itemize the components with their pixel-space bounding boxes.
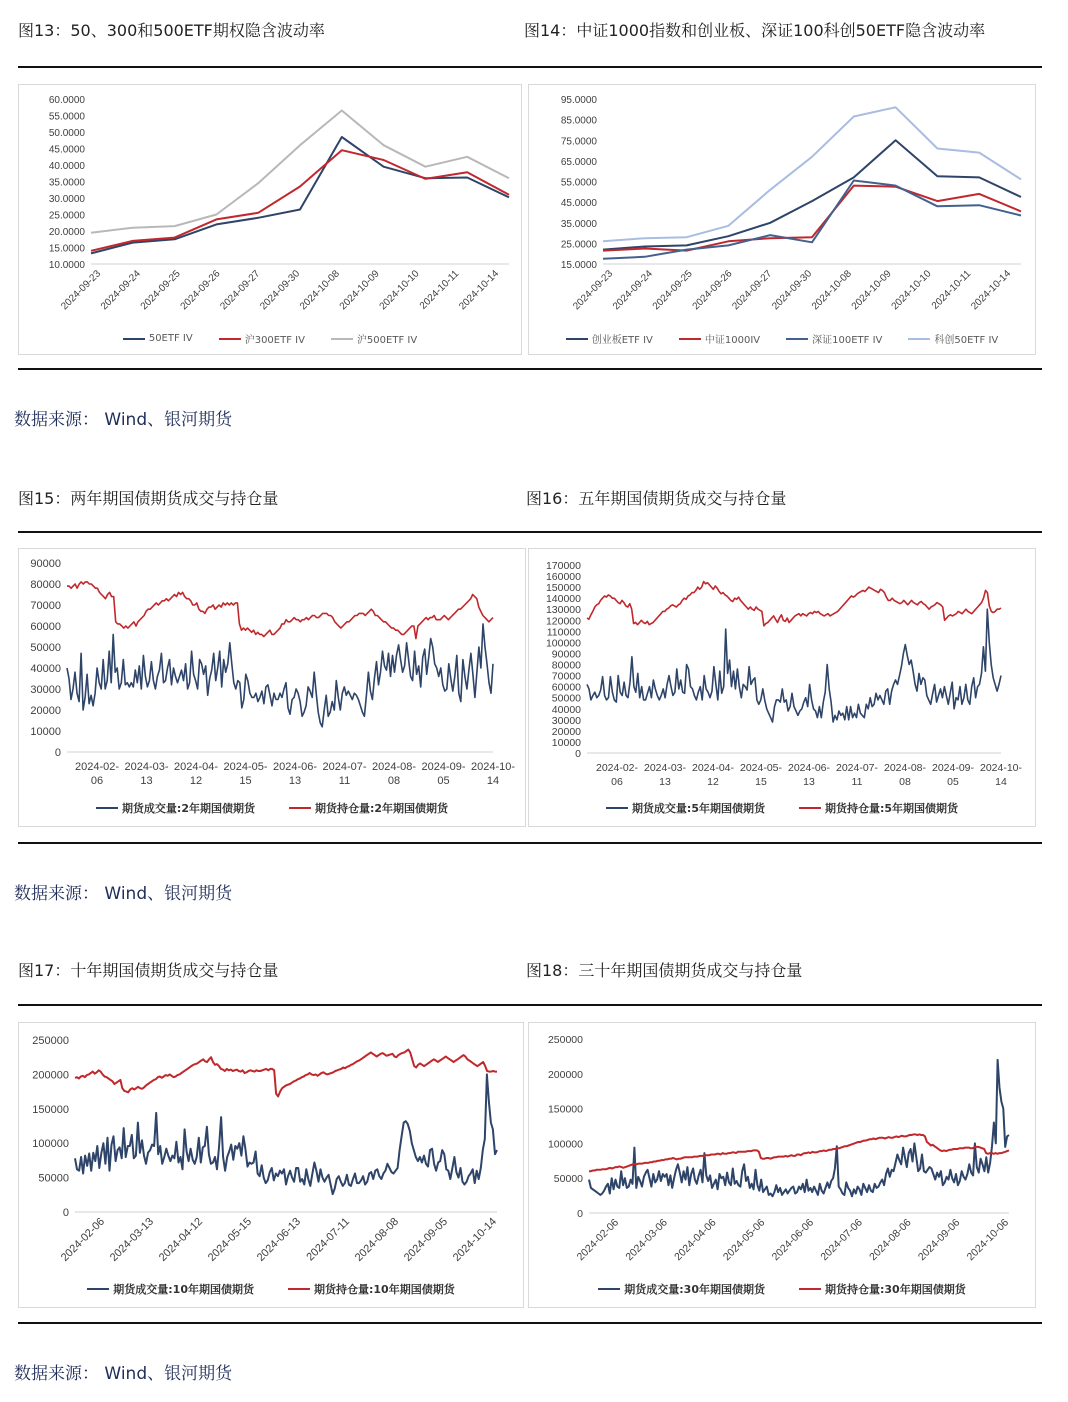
legend-item: [799, 1281, 966, 1297]
chart-svg-fig16: [529, 549, 1037, 828]
x-tick-label: 2024-09-30: [258, 268, 303, 313]
legend-swatch: [908, 338, 930, 340]
x-tick-label: 2024-09-06: [915, 1216, 963, 1264]
divider-top-2: [18, 531, 1042, 533]
legend-swatch: [288, 1288, 310, 1290]
y-tick-label: 30.0000: [48, 194, 85, 205]
x-tick-label: 2024-05-: [739, 762, 783, 774]
x-tick-label: 2024-02-: [74, 761, 120, 773]
data-source-2: 数据来源： Wind、银河期货: [14, 884, 233, 904]
data-source-3: 数据来源： Wind、银河期货: [14, 1364, 233, 1384]
legend-swatch: [786, 338, 808, 340]
series-line: [91, 137, 509, 253]
x-tick-label: 2024-09-: [421, 761, 466, 773]
y-tick-label: 15.0000: [560, 260, 597, 271]
x-tick-label: 2024-09-30: [770, 268, 815, 313]
y-tick-label: 90000: [551, 648, 581, 661]
x-tick-label: 2024-03-06: [623, 1216, 670, 1264]
y-tick-label: 120000: [545, 615, 581, 628]
legend-swatch: [289, 807, 311, 809]
x-tick-label: 15: [239, 775, 252, 787]
legend-fig18: [529, 1281, 1035, 1297]
legend-label: 沪300ETF IV: [244, 335, 305, 346]
x-tick-label: 2024-09-26: [178, 268, 223, 313]
x-tick-label: 2024-08-06: [867, 1216, 914, 1264]
x-tick-label: 2024-10-: [470, 761, 516, 773]
x-tick-label: 12: [189, 775, 203, 787]
y-tick-label: 50000: [553, 1173, 583, 1186]
y-tick-label: 95.0000: [560, 95, 597, 106]
series-line: [589, 1134, 1009, 1171]
chart-svg-fig14: [529, 85, 1037, 356]
series-line: [67, 624, 493, 727]
series-line: [589, 1060, 1009, 1196]
x-tick-label: 2024-04-12: [156, 1215, 206, 1264]
y-tick-label: 170000: [545, 560, 581, 572]
figure-16-title: 图16：五年期国债期货成交与持仓量: [526, 489, 787, 508]
y-tick-label: 200000: [32, 1069, 69, 1082]
legend-swatch: [598, 1288, 620, 1290]
chart-svg-fig18: [529, 1023, 1037, 1309]
x-tick-label: 2024-09-23: [59, 268, 104, 313]
x-tick-label: 2024-03-: [643, 762, 687, 774]
legend-fig17: [19, 1281, 523, 1297]
x-tick-label: 08: [899, 776, 911, 788]
y-tick-label: 100000: [547, 1138, 583, 1151]
legend-item: [598, 1281, 765, 1297]
x-tick-label: 13: [803, 776, 815, 788]
legend-swatch: [219, 338, 241, 340]
x-tick-label: 05: [947, 776, 959, 788]
x-tick-label: 13: [140, 775, 153, 787]
x-tick-label: 2024-09-05: [401, 1215, 451, 1264]
x-tick-label: 11: [338, 775, 351, 787]
legend-label: 创业板ETF IV: [591, 335, 653, 346]
y-tick-label: 10000: [551, 736, 581, 749]
legend-swatch: [606, 807, 628, 809]
y-tick-label: 35.0000: [48, 177, 85, 189]
y-tick-label: 70000: [30, 600, 61, 612]
x-tick-label: 2024-06-13: [254, 1215, 304, 1264]
legend-label: 期货成交量:10年期国债期货: [113, 1283, 254, 1296]
x-tick-label: 2024-07-: [322, 761, 367, 773]
y-tick-label: 250000: [547, 1034, 583, 1046]
x-tick-label: 2024-04-: [173, 761, 219, 773]
divider-bottom-3: [18, 1322, 1042, 1324]
chart-svg-fig13: [19, 85, 523, 356]
legend-item: [219, 331, 305, 346]
figure-14-title: 图14：中证1000指数和创业板、深证100科创50ETF隐含波动率: [524, 21, 986, 40]
y-tick-label: 50000: [30, 642, 61, 654]
y-tick-label: 40.0000: [48, 161, 85, 172]
chart-panel-fig14: [528, 84, 1036, 355]
x-tick-label: 2024-04-: [691, 762, 735, 774]
x-tick-label: 2024-10-14: [450, 1215, 500, 1264]
x-tick-label: 2024-09-23: [571, 268, 616, 313]
y-tick-label: 150000: [545, 582, 581, 595]
legend-fig13: [19, 331, 521, 346]
x-tick-label: 2024-10-09: [849, 268, 894, 313]
y-tick-label: 85.0000: [560, 115, 597, 127]
x-tick-label: 2024-06-: [272, 761, 318, 773]
x-tick-label: 11: [851, 776, 863, 788]
chart-panel-fig15: [18, 548, 526, 827]
legend-label: 中证1000IV: [704, 335, 761, 346]
y-tick-label: 10000: [30, 726, 61, 738]
series-line: [587, 582, 1001, 626]
y-tick-label: 60000: [551, 681, 581, 694]
chart-panel-fig13: [18, 84, 522, 355]
legend-item: [87, 1281, 254, 1297]
x-tick-label: 2024-08-: [371, 761, 417, 773]
x-tick-label: 2024-07-11: [304, 1215, 353, 1264]
y-tick-label: 70000: [551, 670, 581, 683]
legend-item: [679, 331, 760, 346]
y-tick-label: 15.0000: [48, 243, 85, 255]
y-tick-label: 10.0000: [48, 260, 85, 271]
x-tick-label: 2024-10-09: [337, 268, 382, 313]
y-tick-label: 150000: [547, 1103, 583, 1116]
y-tick-label: 0: [575, 748, 581, 760]
y-tick-label: 90000: [30, 558, 61, 570]
x-tick-label: 2024-10-08: [809, 268, 854, 313]
y-tick-label: 75.0000: [560, 136, 597, 148]
x-tick-label: 06: [611, 776, 623, 788]
legend-item: [786, 331, 882, 346]
x-tick-label: 2024-10-14: [969, 268, 1014, 313]
x-tick-label: 13: [288, 775, 302, 787]
x-tick-label: 2024-03-: [124, 761, 169, 773]
legend-swatch: [566, 338, 588, 340]
legend-label: 期货持仓量:5年期国债期货: [825, 802, 959, 815]
series-line: [603, 181, 1021, 259]
y-tick-label: 55.0000: [48, 111, 85, 123]
series-line: [587, 609, 1001, 722]
legend-item: [96, 800, 255, 816]
legend-label: 期货成交量:30年期国债期货: [624, 1283, 765, 1296]
x-tick-label: 12: [707, 776, 719, 788]
figure-15-title: 图15：两年期国债期货成交与持仓量: [18, 489, 279, 508]
figure-17-title: 图17：十年期国债期货成交与持仓量: [18, 961, 279, 980]
legend-item: [566, 331, 653, 346]
y-tick-label: 25.0000: [560, 239, 597, 251]
legend-item: [288, 1281, 455, 1297]
chart-panel-fig17: [18, 1022, 524, 1308]
y-tick-label: 160000: [545, 571, 581, 584]
legend-item: [908, 331, 998, 346]
x-tick-label: 2024-10-11: [417, 268, 462, 312]
x-tick-label: 2024-09-: [931, 762, 975, 774]
legend-fig14: [529, 331, 1035, 346]
data-source-1: 数据来源： Wind、银河期货: [14, 410, 233, 430]
chart-panel-fig18: [528, 1022, 1036, 1308]
y-tick-label: 130000: [545, 604, 581, 617]
y-tick-label: 0: [62, 1207, 69, 1219]
y-tick-label: 100000: [32, 1138, 69, 1151]
legend-label: 期货持仓量:30年期国债期货: [825, 1283, 966, 1296]
x-tick-label: 05: [437, 775, 450, 787]
legend-swatch: [123, 338, 145, 340]
legend-item: [606, 800, 765, 816]
x-tick-label: 2024-08-08: [352, 1215, 402, 1264]
legend-item: [289, 800, 448, 816]
legend-fig16: [529, 800, 1035, 816]
legend-item: [331, 331, 417, 346]
legend-label: 期货持仓量:10年期国债期货: [314, 1283, 455, 1296]
x-tick-label: 2024-10-10: [377, 268, 422, 313]
divider-top-1: [18, 66, 1042, 68]
legend-swatch: [679, 338, 701, 340]
series-line: [75, 1074, 497, 1194]
y-tick-label: 65.0000: [560, 156, 597, 168]
chart-panel-fig16: [528, 548, 1036, 827]
series-line: [91, 111, 509, 233]
series-line: [603, 107, 1021, 241]
y-tick-label: 20000: [551, 725, 581, 738]
legend-swatch: [799, 807, 821, 809]
y-tick-label: 0: [54, 747, 61, 759]
x-tick-label: 14: [995, 776, 1007, 788]
x-tick-label: 14: [486, 775, 500, 787]
y-tick-label: 140000: [545, 593, 581, 606]
chart-svg-fig17: [19, 1023, 525, 1309]
x-tick-label: 2024-02-06: [574, 1216, 622, 1264]
y-tick-label: 30000: [30, 684, 61, 696]
legend-label: 期货持仓量:2年期国债期货: [315, 802, 449, 815]
y-tick-label: 0: [577, 1208, 583, 1220]
legend-swatch: [799, 1288, 821, 1290]
chart-svg-fig15: [19, 549, 527, 828]
x-tick-label: 2024-04-06: [672, 1216, 719, 1264]
x-tick-label: 2024-10-06: [964, 1216, 1012, 1264]
y-tick-label: 250000: [32, 1035, 69, 1047]
x-tick-label: 2024-10-: [979, 762, 1023, 774]
x-tick-label: 2024-10-14: [457, 268, 502, 313]
y-tick-label: 45.0000: [560, 198, 597, 210]
y-tick-label: 80000: [551, 659, 581, 672]
y-tick-label: 60000: [30, 621, 61, 633]
x-tick-label: 2024-05-06: [720, 1216, 768, 1264]
x-tick-label: 2024-09-26: [690, 268, 735, 313]
x-tick-label: 2024-06-06: [769, 1216, 817, 1264]
y-tick-label: 30000: [551, 714, 581, 727]
x-tick-label: 06: [90, 775, 104, 787]
x-tick-label: 2024-02-06: [58, 1215, 108, 1264]
legend-fig15: [19, 800, 525, 816]
y-tick-label: 60.0000: [48, 95, 85, 106]
x-tick-label: 2024-09-24: [610, 268, 655, 313]
y-tick-label: 110000: [546, 626, 581, 639]
x-tick-label: 2024-10-10: [889, 268, 934, 313]
figure-18-title: 图18：三十年期国债期货成交与持仓量: [526, 961, 803, 980]
x-tick-label: 2024-09-27: [730, 268, 775, 313]
series-line: [91, 150, 509, 251]
y-tick-label: 20000: [30, 705, 61, 717]
legend-item: [799, 800, 958, 816]
y-tick-label: 20.0000: [48, 227, 85, 238]
legend-label: 50ETF IV: [148, 333, 193, 344]
legend-item: [123, 331, 193, 346]
y-tick-label: 50000: [551, 692, 581, 705]
x-tick-label: 2024-09-27: [218, 268, 263, 313]
series-line: [67, 582, 493, 639]
y-tick-label: 55.0000: [560, 177, 597, 189]
x-tick-label: 2024-08-: [883, 762, 927, 774]
x-tick-label: 2024-09-24: [98, 268, 143, 313]
x-tick-label: 2024-09-25: [650, 268, 695, 313]
y-tick-label: 50000: [38, 1172, 69, 1185]
y-tick-label: 200000: [547, 1068, 583, 1081]
legend-swatch: [87, 1288, 109, 1290]
divider-top-3: [18, 1004, 1042, 1006]
y-tick-label: 45.0000: [48, 144, 85, 156]
legend-swatch: [331, 338, 353, 340]
x-tick-label: 2024-05-: [223, 761, 268, 773]
y-tick-label: 35.0000: [560, 218, 597, 230]
x-tick-label: 15: [755, 776, 767, 788]
figure-13-title: 图13：50、300和500ETF期权隐含波动率: [18, 21, 325, 40]
y-tick-label: 100000: [545, 637, 581, 650]
legend-label: 沪500ETF IV: [356, 335, 418, 346]
x-tick-label: 2024-06-: [787, 762, 831, 774]
x-tick-label: 08: [387, 775, 401, 787]
divider-bottom-2: [18, 842, 1042, 844]
x-tick-label: 2024-10-11: [929, 268, 974, 312]
legend-label: 深证100ETF IV: [812, 335, 883, 346]
legend-label: 期货成交量:5年期国债期货: [631, 802, 765, 815]
y-tick-label: 40000: [551, 703, 581, 716]
y-tick-label: 25.0000: [48, 210, 85, 222]
x-tick-label: 2024-09-25: [138, 268, 183, 313]
series-line: [75, 1050, 497, 1097]
x-tick-label: 2024-07-: [835, 762, 879, 774]
x-tick-label: 2024-10-08: [297, 268, 342, 313]
y-tick-label: 80000: [30, 579, 61, 591]
x-tick-label: 13: [659, 776, 671, 788]
legend-swatch: [96, 807, 118, 809]
divider-bottom-1: [18, 368, 1042, 370]
y-tick-label: 150000: [32, 1103, 69, 1116]
y-tick-label: 40000: [30, 663, 61, 675]
x-tick-label: 2024-07-06: [818, 1216, 865, 1264]
y-tick-label: 50.0000: [48, 128, 85, 139]
x-tick-label: 2024-03-13: [107, 1215, 157, 1264]
legend-label: 科创50ETF IV: [934, 335, 999, 346]
x-tick-label: 2024-05-15: [205, 1215, 255, 1264]
legend-label: 期货成交量:2年期国债期货: [121, 802, 255, 815]
x-tick-label: 2024-02-: [595, 762, 639, 774]
